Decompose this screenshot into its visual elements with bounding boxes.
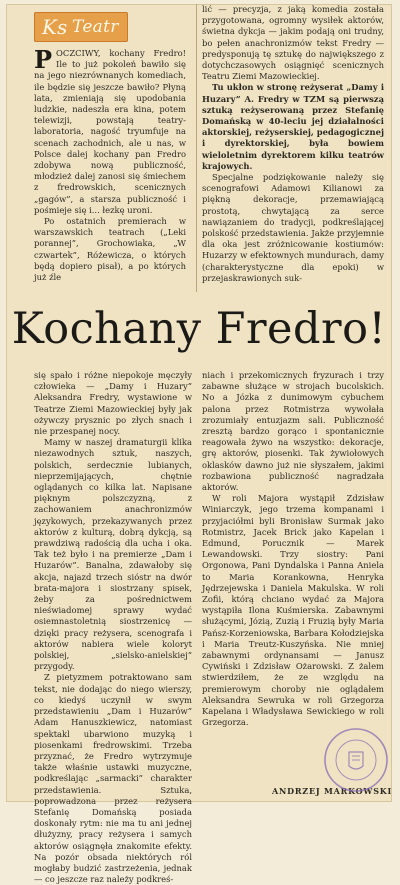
body-right-paragraph-1: niach i przekomicznych fryzurach i trzy zabawne służące w strojach bucolskich. No a Józka z dunimowym cybuchem palona przez Rotmistrza wywołała zrozumiały entuzjazm sali. Publiczność zresztą bardzo gorąco i spontanicznie reagowała żywo na wszystko: dekoracje, grę aktorów, piosenki. Tak żywiołowych oklasków dawno już nie słyszałem, jakimi rozbawiona publiczność nagradzała aktorów. (202, 370, 384, 493)
intro-left-paragraph-2: Po ostatnich premierach w warszawskich teatrach („Leki porannej”, Grochowiaka, „W czwartek”, Różewicza, o których będą dopiero pisał), a po których już źle (34, 216, 186, 283)
newspaper-clipping (6, 4, 393, 885)
author-byline: ANDRZEJ MARKOWSKI (272, 786, 393, 796)
body-left-column (34, 370, 192, 885)
intro-left-column (34, 45, 186, 283)
body-left-paragraph-3: Z pietyzmem potraktowano sam tekst, nie dodając do niego wierszy, co kiedyś uczynił w swym przedstawieniu „Dam i Huzarów” Adam Hanuszkiewicz, natomiast spektakl ubarwiono muzyką i piosenkami fredrowskimi. Trzeba przyznać, że Fredro wytrzymuje także właśnie ustawki muzyczne, podkreślając „sarmacki” charakter przedstawienia. Sztuka, poprowadzona przez reżysera Stefanię Domańską posiada doskonały rytm: nie ma tu ani jednej dłużyzny, pracy reżysera i samych aktorów osiągnęła znakomite efekty. Na pozór obsada niektórych ról mogłaby budzić zastrzeżenia, jednak — co jeszcze raz należy podkreś- (34, 672, 192, 885)
body-left-paragraph-2: Mamy w naszej dramaturgii klika niezawodnych sztuk, naszych, polskich, serdecznie lubianych, nieprzemijających, chętnie oglądanych co kilka lat. Napisane pięknym polszczyzną, z zachowaniem anachronizmów językowych, przekazywanych przez aktorów z kulturą, dobrą dykcją, są prawdziwą radością dla ucha i oka. Tak też było i na premierze „Dam i Huzarów”. Banalna, zdawałoby się akcja, najazd trzech sióstr na dwór brata-majora i siostrzany spisek, żeby za pośrednictwem nieświadomej sprawy wydać osiemnastoletnią siostrzenicę — dzięki pracy reżysera, scenografa i aktorów nabiera wiele koloryt polskiej, „sielsko-anielskiej” przygody. (34, 437, 192, 672)
intro-left-paragraph-1: OCZCIWY, kochany Fredro! Ile to już pokoleń bawiło się na jego niezrównanych komediach, ile będzie się jeszcze bawiło? Płyną lata, zmieniają się upodobania ludzkie, nadeszła era kina, potem telewizji, powstają teatry-laboratoria, nagość tryumfuje na scenach zachodnich, ale u nas, w Polsce dalej kochany pan Fredro zdobywa nową publiczność, młodzież dalej zanosi się śmiechem z fredrowskich, scenicznych „gagów”, a starsza publiczność i pośmieje się i... łezkę uroni. (34, 48, 186, 215)
body-right-paragraph-2: W roli Majora wystąpił Zdzisław Winiarczyk, jego trzema kompanami i przyjaciółmi byli Bronisław Surmak jako Rotmistrz, Jacek Brick jako Kapelan i Edmund, Porucznik — Marek Lewandowski. Trzy siostry: Pani Orgonowa, Pani Dyndalska i Panna Aniela to Maria Korankowna, Henryka Jędrzejewska i Daniela Makulska. W roli Zofii, którą chciano wydać za Majora wystąpiła Ilona Kuśmierska. Zabawnymi służącymi, Józią, Zuzią i Fruzią były Maria Pańsz-Korzeniowska, Barbara Kołodziejska i Maria Treutz-Kuszyńska. Nie mniej zabawnymi ordynansami — Janusz Cywiński i Zdzisław Ożarowski. Z żalem stwierdziłem, że ze względu na premierowym choroby nie oglądałem Aleksandra Sewruka w roli Grzegorza Kapelana i Władysława Sewickiego w roli Grzegorza. (202, 493, 384, 728)
theatre-logo-icon: Ks (42, 15, 68, 39)
section-badge (34, 12, 128, 42)
drop-cap: P (34, 45, 53, 74)
intro-right-paragraph-1: lić — precyzja, z jaką komedia została przygotowana, ogromny wysiłek aktorów, świetna dykcja — jakim podają oni trudny, bo pełen anachronizmów tekst Fredry — predysponują tę sztukę do największego z dotychczasowych osiągnięć scenicznych Teatru Ziemi Mazowieckiej. (202, 4, 384, 82)
body-left-paragraph-1: się spało i różne niepokoje męczyły człowieka — „Damy i Huzary” Aleksandra Fredry, wystawione w Teatrze Ziemi Mazowieckiej były jak ożywczy prysznic po złych snach i nie przespanej nocy. (34, 370, 192, 437)
section-label: Teatr (72, 17, 119, 37)
intro-right-column (202, 4, 384, 284)
museum-stamp-icon (322, 726, 390, 794)
body-right-column (202, 370, 384, 729)
intro-right-paragraph-3: Specjalne podziękowanie należy się scenografowi Adamowi Kilianowi za piękną dekoracje, przemawiającą prostotą, chwytającą za serce nawiązaniem do tradycji, podkreślającej polskość przedstawienia. Jakże przyjemnie dla oka jest zróżnicowanie kostiumów: Huzarzy w efektownych mundurach, damy (charakterystyczne dla epoki) w przejaskrawionych suk- (202, 172, 384, 283)
article-headline: Kochany Fredro! (11, 304, 387, 354)
intro-right-paragraph-2: Tu ukłon w stronę reżyserat „Damy i Huzary” A. Fredry w TZM są pierwszą sztuką reżyserowaną przez Stefanię Domańską w 40-leciu jej działalności aktorskiej, reżyserskiej, pedagogicznej i dyrektorskiej, była bowiem wieloletnim dyrektorem kilku teatrów krajowych. (202, 82, 384, 171)
column-divider (196, 4, 197, 292)
